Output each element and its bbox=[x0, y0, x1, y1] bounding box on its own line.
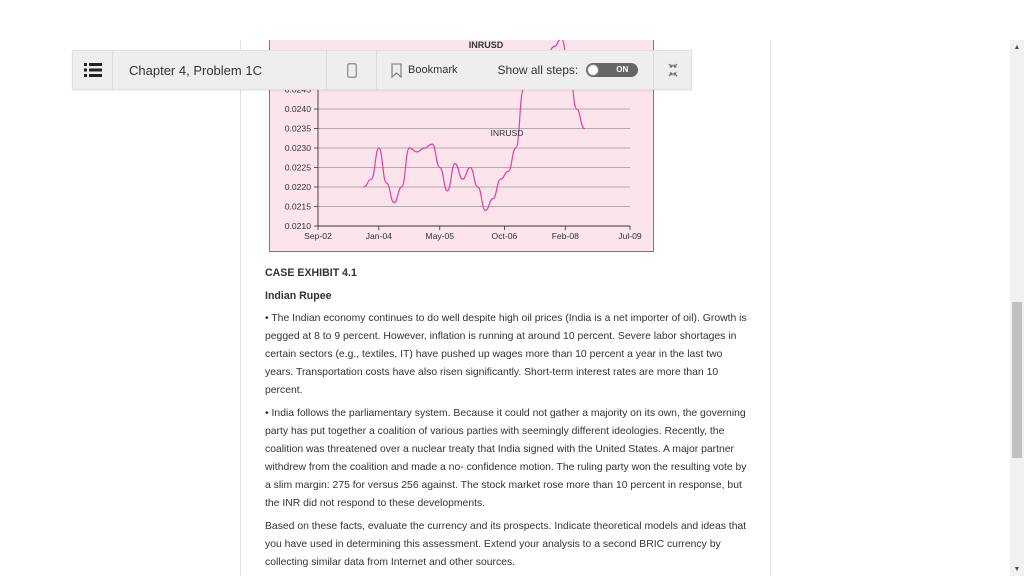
data-point bbox=[515, 147, 516, 148]
device-view-button[interactable] bbox=[327, 50, 377, 90]
y-tick-label: 0.0215 bbox=[284, 201, 311, 212]
data-point bbox=[393, 202, 394, 203]
x-tick-label: Jan-04 bbox=[365, 231, 393, 241]
menu-button[interactable] bbox=[73, 50, 113, 90]
content-page bbox=[240, 40, 771, 576]
y-tick-label: 0.0225 bbox=[284, 162, 311, 173]
data-point bbox=[424, 147, 425, 148]
data-point bbox=[584, 128, 585, 129]
collapse-icon bbox=[666, 63, 680, 77]
y-tick-label: 0.0230 bbox=[284, 143, 311, 153]
x-tick-label: Jul-09 bbox=[618, 231, 642, 241]
paragraph-economy: • The Indian economy continues to do well despite high oil prices (India is a net importer of oil). Growth is pegged at 8 to 9 percent. However, inflation is running at around 10 percent. Severe labor shortages in certain sectors (e.g., textiles, IT) have pushed up wages more than 10 percent a year in the last two years. Transportation costs have also risen significantly. Short-term interest rates are more than 10 percent. bbox=[265, 313, 747, 396]
y-tick-label: 0.0220 bbox=[284, 182, 311, 192]
data-point bbox=[401, 186, 402, 187]
paragraph-politics: • India follows the parliamentary system. Because it could not gather a majority on its own, the governing party has put together a coalition of various parties with seemingly different ideologies. Recently, the coalition was threatened over a nuclear treaty that India signed with the United States. A major partner withdrew from the coalition and made a no- confidence motion. The ruling party won the resulting vote by a slim margin: 275 for versus 256 against. The stock market rose more than 10 percent in response, but the INR did not respond to these developments. bbox=[265, 408, 747, 509]
paragraph-question: Based on these facts, evaluate the currency and its prospects. Indicate theoretical models and ideas that you have used in determining this assessment. Extend your analysis to a second BRIC currency by collecting similar data from Internet and other sources. bbox=[265, 521, 747, 568]
chart-title: INRUSD bbox=[468, 40, 504, 50]
series-annotation: INRUSD bbox=[490, 128, 524, 138]
show-steps-label: Show all steps: bbox=[497, 63, 579, 77]
scroll-down-arrow-icon[interactable]: ▼ bbox=[1013, 565, 1021, 573]
show-steps-toggle[interactable] bbox=[586, 63, 638, 77]
list-icon bbox=[84, 62, 102, 78]
data-point bbox=[477, 186, 478, 187]
bookmark-label: Bookmark bbox=[408, 64, 458, 76]
data-point bbox=[485, 210, 486, 211]
data-point bbox=[371, 179, 372, 180]
data-point bbox=[386, 183, 387, 184]
data-point bbox=[416, 151, 417, 152]
bookmark-button[interactable] bbox=[377, 50, 478, 90]
x-tick-label: Oct-06 bbox=[491, 231, 518, 241]
data-point bbox=[432, 144, 433, 145]
y-tick-label: 0.0210 bbox=[284, 221, 311, 231]
collapse-button[interactable] bbox=[653, 50, 691, 90]
exhibit-subtitle: Indian Rupee bbox=[265, 290, 332, 302]
data-point bbox=[454, 163, 455, 164]
x-tick-label: Sep-02 bbox=[304, 231, 332, 241]
exhibit-title: CASE EXHIBIT 4.1 bbox=[265, 267, 357, 279]
toggle-on-label: ON bbox=[616, 65, 629, 74]
data-point bbox=[492, 198, 493, 199]
y-tick-label: 0.0240 bbox=[284, 104, 311, 114]
y-tick-label: 0.0235 bbox=[284, 123, 311, 134]
scroll-up-arrow-icon[interactable]: ▲ bbox=[1013, 43, 1021, 51]
toggle-knob bbox=[587, 64, 599, 76]
vertical-scrollbar[interactable] bbox=[1010, 40, 1024, 576]
data-point bbox=[363, 186, 364, 187]
data-point bbox=[462, 179, 463, 180]
x-tick-label: May-05 bbox=[425, 231, 455, 241]
data-point bbox=[470, 167, 471, 168]
data-point bbox=[378, 147, 379, 148]
data-point bbox=[439, 167, 440, 168]
scrollbar-thumb[interactable] bbox=[1012, 302, 1022, 458]
bookmark-icon bbox=[391, 63, 402, 78]
solution-toolbar bbox=[72, 50, 692, 90]
x-tick-label: Feb-08 bbox=[551, 231, 579, 241]
mobile-icon bbox=[347, 63, 357, 78]
case-text bbox=[265, 264, 750, 576]
data-point bbox=[447, 190, 448, 191]
data-point bbox=[576, 108, 577, 109]
data-point bbox=[409, 147, 410, 148]
data-point bbox=[553, 46, 554, 47]
data-point bbox=[508, 171, 509, 172]
show-steps-control bbox=[478, 50, 639, 90]
data-point bbox=[500, 179, 501, 180]
problem-title: Chapter 4, Problem 1C bbox=[113, 50, 327, 90]
